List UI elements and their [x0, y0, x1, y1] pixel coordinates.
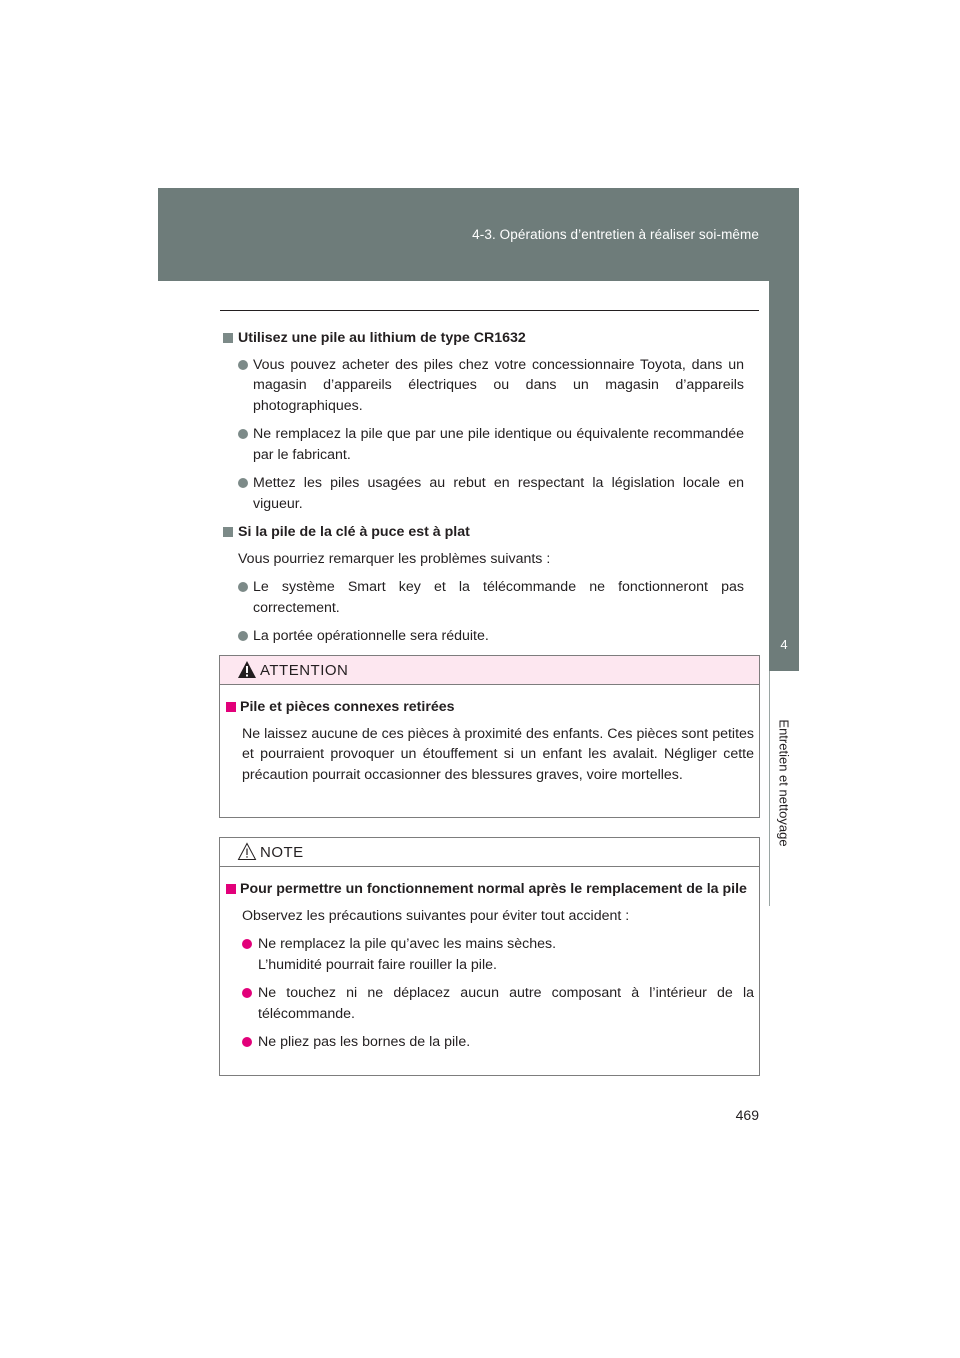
- note-title: NOTE: [260, 844, 304, 861]
- attention-body: [220, 685, 759, 805]
- square-bullet-icon: [226, 702, 236, 712]
- list-item: La portée opérationnelle sera réduite.: [220, 626, 744, 647]
- list-item: Ne remplacez la pile que par une pile identique ou équivalente recommandée par le fabricant.: [220, 424, 744, 465]
- circle-bullet-icon: [242, 1037, 252, 1047]
- circle-bullet-icon: [238, 631, 248, 641]
- note-intro: Observez les précautions suivantes pour éviter tout accident :: [242, 907, 630, 924]
- main-content: [220, 328, 744, 655]
- list-item: Mettez les piles usagées au rebut en respectant la législation locale en vigueur.: [220, 473, 744, 514]
- list-item: Ne remplacez la pile qu’avec les mains sèches. L’humidité pourrait faire rouiller la pile.: [224, 934, 754, 975]
- note-heading: Pour permettre un fonctionnement normal après le remplacement de la pile: [224, 879, 754, 900]
- list-item: Ne touchez ni ne déplacez aucun autre composant à l’intérieur de la télécommande.: [224, 983, 754, 1024]
- note-header: [220, 838, 759, 867]
- list-item: Vous pouvez acheter des piles chez votre concessionnaire Toyota, dans un magasin d’appareils électriques ou dans un magasin d’appareils photographiques.: [220, 355, 744, 417]
- intro-text: Vous pourriez remarquer les problèmes suivants :: [238, 550, 551, 567]
- note-body: [220, 867, 759, 1073]
- circle-bullet-icon: [242, 939, 252, 949]
- section-heading: Si la pile de la clé à puce est à plat: [220, 522, 744, 543]
- attention-header: [220, 656, 759, 685]
- circle-bullet-icon: [242, 988, 252, 998]
- attention-box: [219, 655, 760, 818]
- note-box: [219, 837, 760, 1076]
- circle-bullet-icon: [238, 582, 248, 592]
- attention-title: ATTENTION: [260, 662, 349, 679]
- top-rule: [220, 310, 759, 311]
- page-number: 469: [735, 1107, 759, 1123]
- attention-text: Ne laissez aucune de ces pièces à proximité des enfants. Ces pièces sont petites et pourraient provoquer un étouffement si un enfant les avalait. Négliger cette précaution pourrait occasionner des blessures graves, voire mortelles.: [242, 725, 754, 783]
- square-bullet-icon: [226, 884, 236, 894]
- list-item: Ne pliez pas les bornes de la pile.: [224, 1032, 754, 1053]
- section-heading: Utilisez une pile au lithium de type CR1632: [220, 328, 744, 349]
- square-bullet-icon: [223, 527, 233, 537]
- chapter-label: Entretien et nettoyage: [776, 719, 792, 847]
- caution-outline-icon: [237, 842, 257, 861]
- chapter-tab: [769, 281, 799, 671]
- header-band: [158, 188, 799, 281]
- square-bullet-icon: [223, 333, 233, 343]
- attention-heading: Pile et pièces connexes retirées: [224, 697, 754, 718]
- circle-bullet-icon: [238, 360, 248, 370]
- list-item: Le système Smart key et la télécommande ne fonctionneront pas correctement.: [220, 577, 744, 618]
- section-header: 4-3. Opérations d’entretien à réaliser soi-même: [472, 227, 759, 242]
- chapter-number: 4: [780, 637, 788, 652]
- warning-icon: [237, 660, 257, 679]
- circle-bullet-icon: [238, 429, 248, 439]
- circle-bullet-icon: [238, 478, 248, 488]
